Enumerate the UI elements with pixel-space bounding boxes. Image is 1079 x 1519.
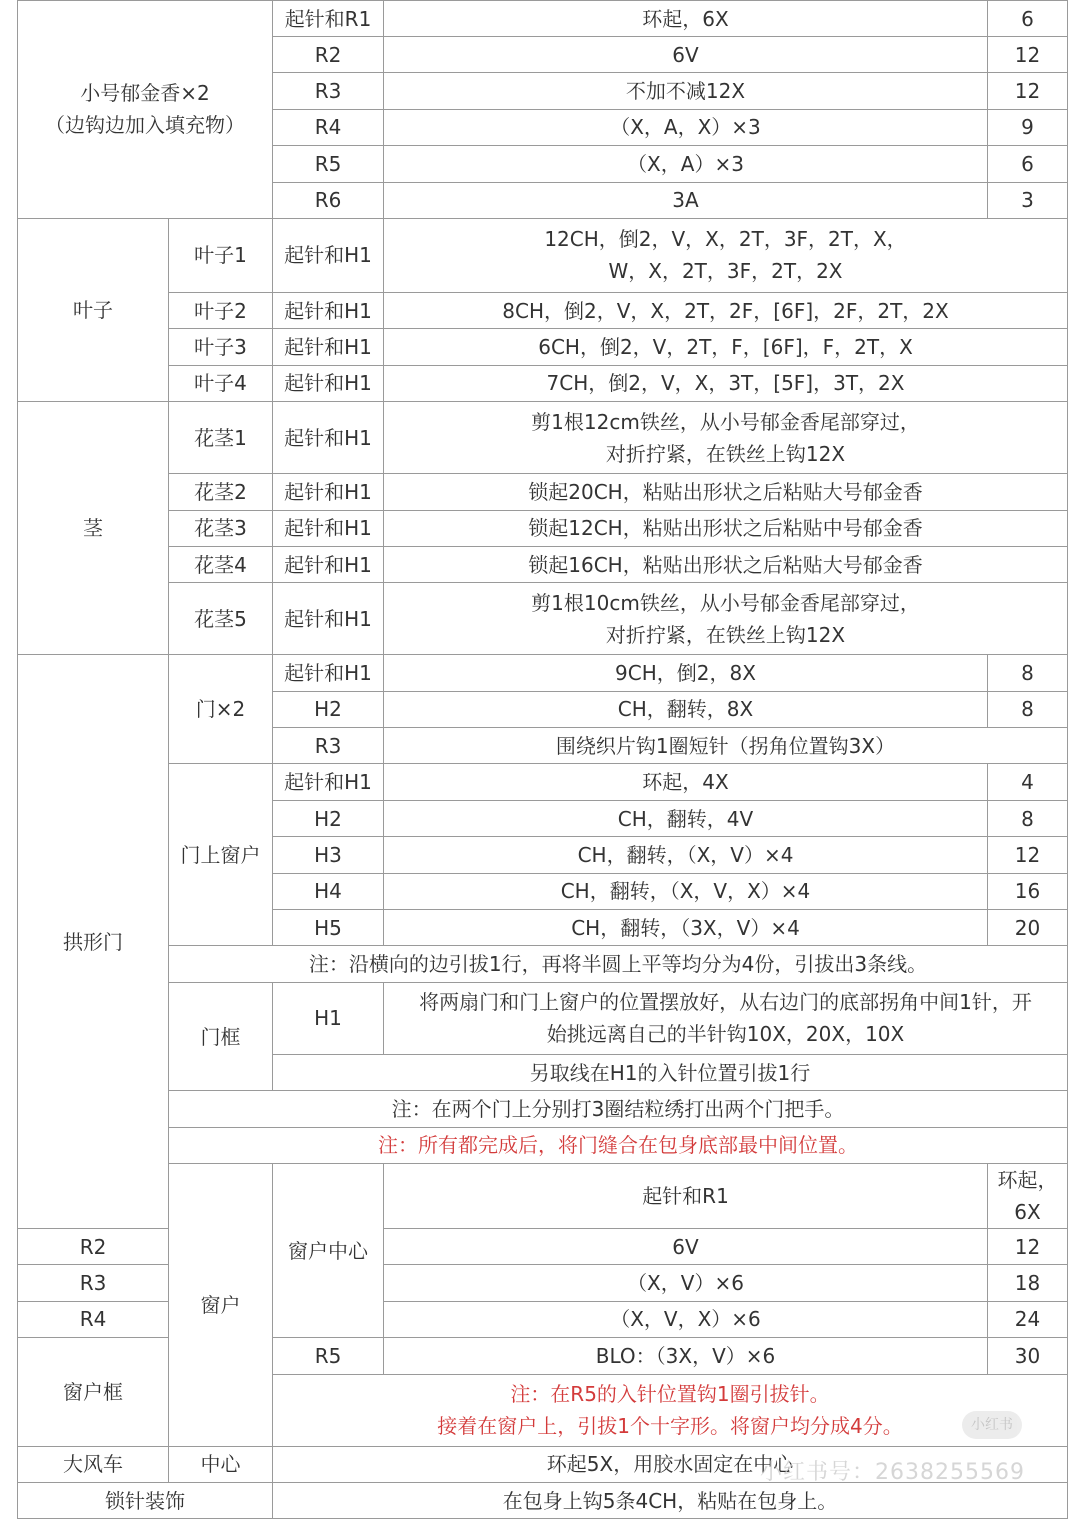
row-label: R3	[273, 728, 384, 764]
instruction: 环起，6X	[384, 1, 988, 37]
stitch-count: 24	[988, 1301, 1068, 1337]
instruction: 锁起20CH，粘贴出形状之后粘贴大号郁金香	[384, 474, 1068, 510]
row-label: R3	[273, 73, 384, 109]
part-label: 门上窗户	[169, 764, 273, 946]
instruction: 剪1根12cm铁丝，从小号郁金香尾部穿过， 对折拧紧，在铁丝上钩12X	[384, 402, 1068, 474]
instruction: 锁起12CH，粘贴出形状之后粘贴中号郁金香	[384, 510, 1068, 546]
stitch-count: 9	[988, 109, 1068, 145]
section-title-stem: 茎	[18, 402, 169, 655]
part-label: 叶子1	[169, 218, 273, 292]
watermark-text: 小红书号：2638255569	[760, 1460, 1025, 1485]
stitch-count: 12	[988, 73, 1068, 109]
row-label: R4	[273, 109, 384, 145]
instruction: （X，A）×3	[384, 146, 988, 182]
instruction: 环起，6X	[988, 1163, 1068, 1228]
part-label: 门×2	[169, 655, 273, 764]
row-label: 起针和H1	[273, 583, 384, 655]
row-label: 起针和R1	[273, 1, 384, 37]
instruction: 环起，4X	[384, 764, 988, 800]
pattern-table	[17, 0, 1068, 1519]
instruction: 7CH，倒2，V，X，3T，[5F]，3T，2X	[384, 365, 1068, 401]
section-title-window: 窗户	[169, 1163, 273, 1446]
instruction: 6V	[384, 1228, 988, 1264]
instruction: CH，翻转，（X，V，X）×4	[384, 873, 988, 909]
section-title-arch-door: 拱形门	[18, 655, 169, 1229]
instruction: （X，V）×6	[384, 1265, 988, 1301]
row-label: H2	[273, 800, 384, 836]
section-title-leaf: 叶子	[18, 218, 169, 401]
part-label: 花茎4	[169, 546, 273, 582]
instruction: CH，翻转，8X	[384, 691, 988, 727]
row-label: 起针和H1	[273, 218, 384, 292]
row-label: R4	[18, 1301, 169, 1337]
instruction: 环起5X，用胶水固定在中心	[273, 1446, 1068, 1482]
instruction: 8CH，倒2，V，X，2T，2F，[6F]，2F，2T，2X	[384, 292, 1068, 328]
instruction: 锁起16CH，粘贴出形状之后粘贴大号郁金香	[384, 546, 1068, 582]
stitch-count: 3	[988, 182, 1068, 218]
stitch-count: 12	[988, 1228, 1068, 1264]
row-label: H3	[273, 837, 384, 873]
instruction: 围绕织片钩1圈短针（拐角位置钩3X）	[384, 728, 1068, 764]
row-label: R2	[273, 37, 384, 73]
row-label: H1	[273, 982, 384, 1054]
stitch-count: 12	[988, 37, 1068, 73]
part-label: 门框	[169, 982, 273, 1090]
part-label: 花茎2	[169, 474, 273, 510]
instruction: 在包身上钩5条4CH，粘贴在包身上。	[273, 1482, 1068, 1518]
row-label: 起针和H1	[273, 655, 384, 691]
instruction: 剪1根10cm铁丝，从小号郁金香尾部穿过， 对折拧紧，在铁丝上钩12X	[384, 583, 1068, 655]
instruction: CH，翻转，（3X，V）×4	[384, 910, 988, 946]
part-label: 中心	[169, 1446, 273, 1482]
part-label: 花茎1	[169, 402, 273, 474]
instruction: 不加不减12X	[384, 73, 988, 109]
row-label: 起针和H1	[273, 365, 384, 401]
section-title-small-tulip: 小号郁金香×2 （边钩边加入填充物）	[18, 1, 273, 219]
part-label: 花茎3	[169, 510, 273, 546]
instruction: BLO：（3X，V）×6	[384, 1338, 988, 1374]
watermark-logo: 小红书	[962, 1411, 1022, 1439]
instruction: CH，翻转，4V	[384, 800, 988, 836]
row-label: 起针和R1	[384, 1163, 988, 1228]
row-label: R5	[273, 1338, 384, 1374]
instruction: CH，翻转，（X，V）×4	[384, 837, 988, 873]
stitch-count: 20	[988, 910, 1068, 946]
note: 注：在两个门上分别打3圈结粒绣打出两个门把手。	[169, 1091, 1068, 1127]
part-label: 窗户中心	[273, 1163, 384, 1337]
stitch-count: 12	[988, 837, 1068, 873]
row-label: 起针和H1	[273, 510, 384, 546]
stitch-count: 16	[988, 873, 1068, 909]
instruction: （X，A，X）×3	[384, 109, 988, 145]
row-label: 起针和H1	[273, 402, 384, 474]
part-label: 叶子2	[169, 292, 273, 328]
row-label: H2	[273, 691, 384, 727]
row-label: R3	[18, 1265, 169, 1301]
part-label: 窗户框	[18, 1338, 169, 1446]
row-label: H4	[273, 873, 384, 909]
instruction: （X，V，X）×6	[384, 1301, 988, 1337]
instruction: 6CH，倒2，V，2T，F，[6F]，F，2T，X	[384, 329, 1068, 365]
stitch-count: 18	[988, 1265, 1068, 1301]
stitch-count: 6	[988, 146, 1068, 182]
row-label: 起针和H1	[273, 474, 384, 510]
instruction: 12CH，倒2，V，X，2T，3F，2T，X， W，X，2T，3F，2T，2X	[384, 218, 1068, 292]
row-label: R5	[273, 146, 384, 182]
row-label: R2	[18, 1228, 169, 1264]
instruction: 将两扇门和门上窗户的位置摆放好，从右边门的底部拐角中间1针，开 始挑远离自己的半针钩10X，20X，10X	[384, 982, 1068, 1054]
stitch-count: 8	[988, 691, 1068, 727]
instruction: 9CH，倒2，8X	[384, 655, 988, 691]
part-label: 叶子3	[169, 329, 273, 365]
row-label: 起针和H1	[273, 292, 384, 328]
note-red: 注：在R5的入针位置钩1圈引拔针。 接着在窗户上，引拔1个十字形。将窗户均分成4分。	[273, 1374, 1068, 1446]
row-label: R6	[273, 182, 384, 218]
note-red: 注：所有都完成后，将门缝合在包身底部最中间位置。	[169, 1127, 1068, 1163]
part-label: 叶子4	[169, 365, 273, 401]
instruction: 6V	[384, 37, 988, 73]
row-label: H5	[273, 910, 384, 946]
part-label: 花茎5	[169, 583, 273, 655]
stitch-count: 30	[988, 1338, 1068, 1374]
section-title-chain-decoration: 锁针装饰	[18, 1482, 273, 1518]
section-title-windmill: 大风车	[18, 1446, 169, 1482]
stitch-count: 6	[988, 1, 1068, 37]
stitch-count: 4	[988, 764, 1068, 800]
note: 注：沿横向的边引拔1行，再将半圆上平等均分为4份，引拔出3条线。	[169, 946, 1068, 982]
row-label: 起针和H1	[273, 764, 384, 800]
row-label: 起针和H1	[273, 546, 384, 582]
stitch-count: 8	[988, 800, 1068, 836]
row-label: 起针和H1	[273, 329, 384, 365]
instruction: 3A	[384, 182, 988, 218]
stitch-count: 8	[988, 655, 1068, 691]
note: 另取线在H1的入针位置引拔1行	[273, 1054, 1068, 1090]
